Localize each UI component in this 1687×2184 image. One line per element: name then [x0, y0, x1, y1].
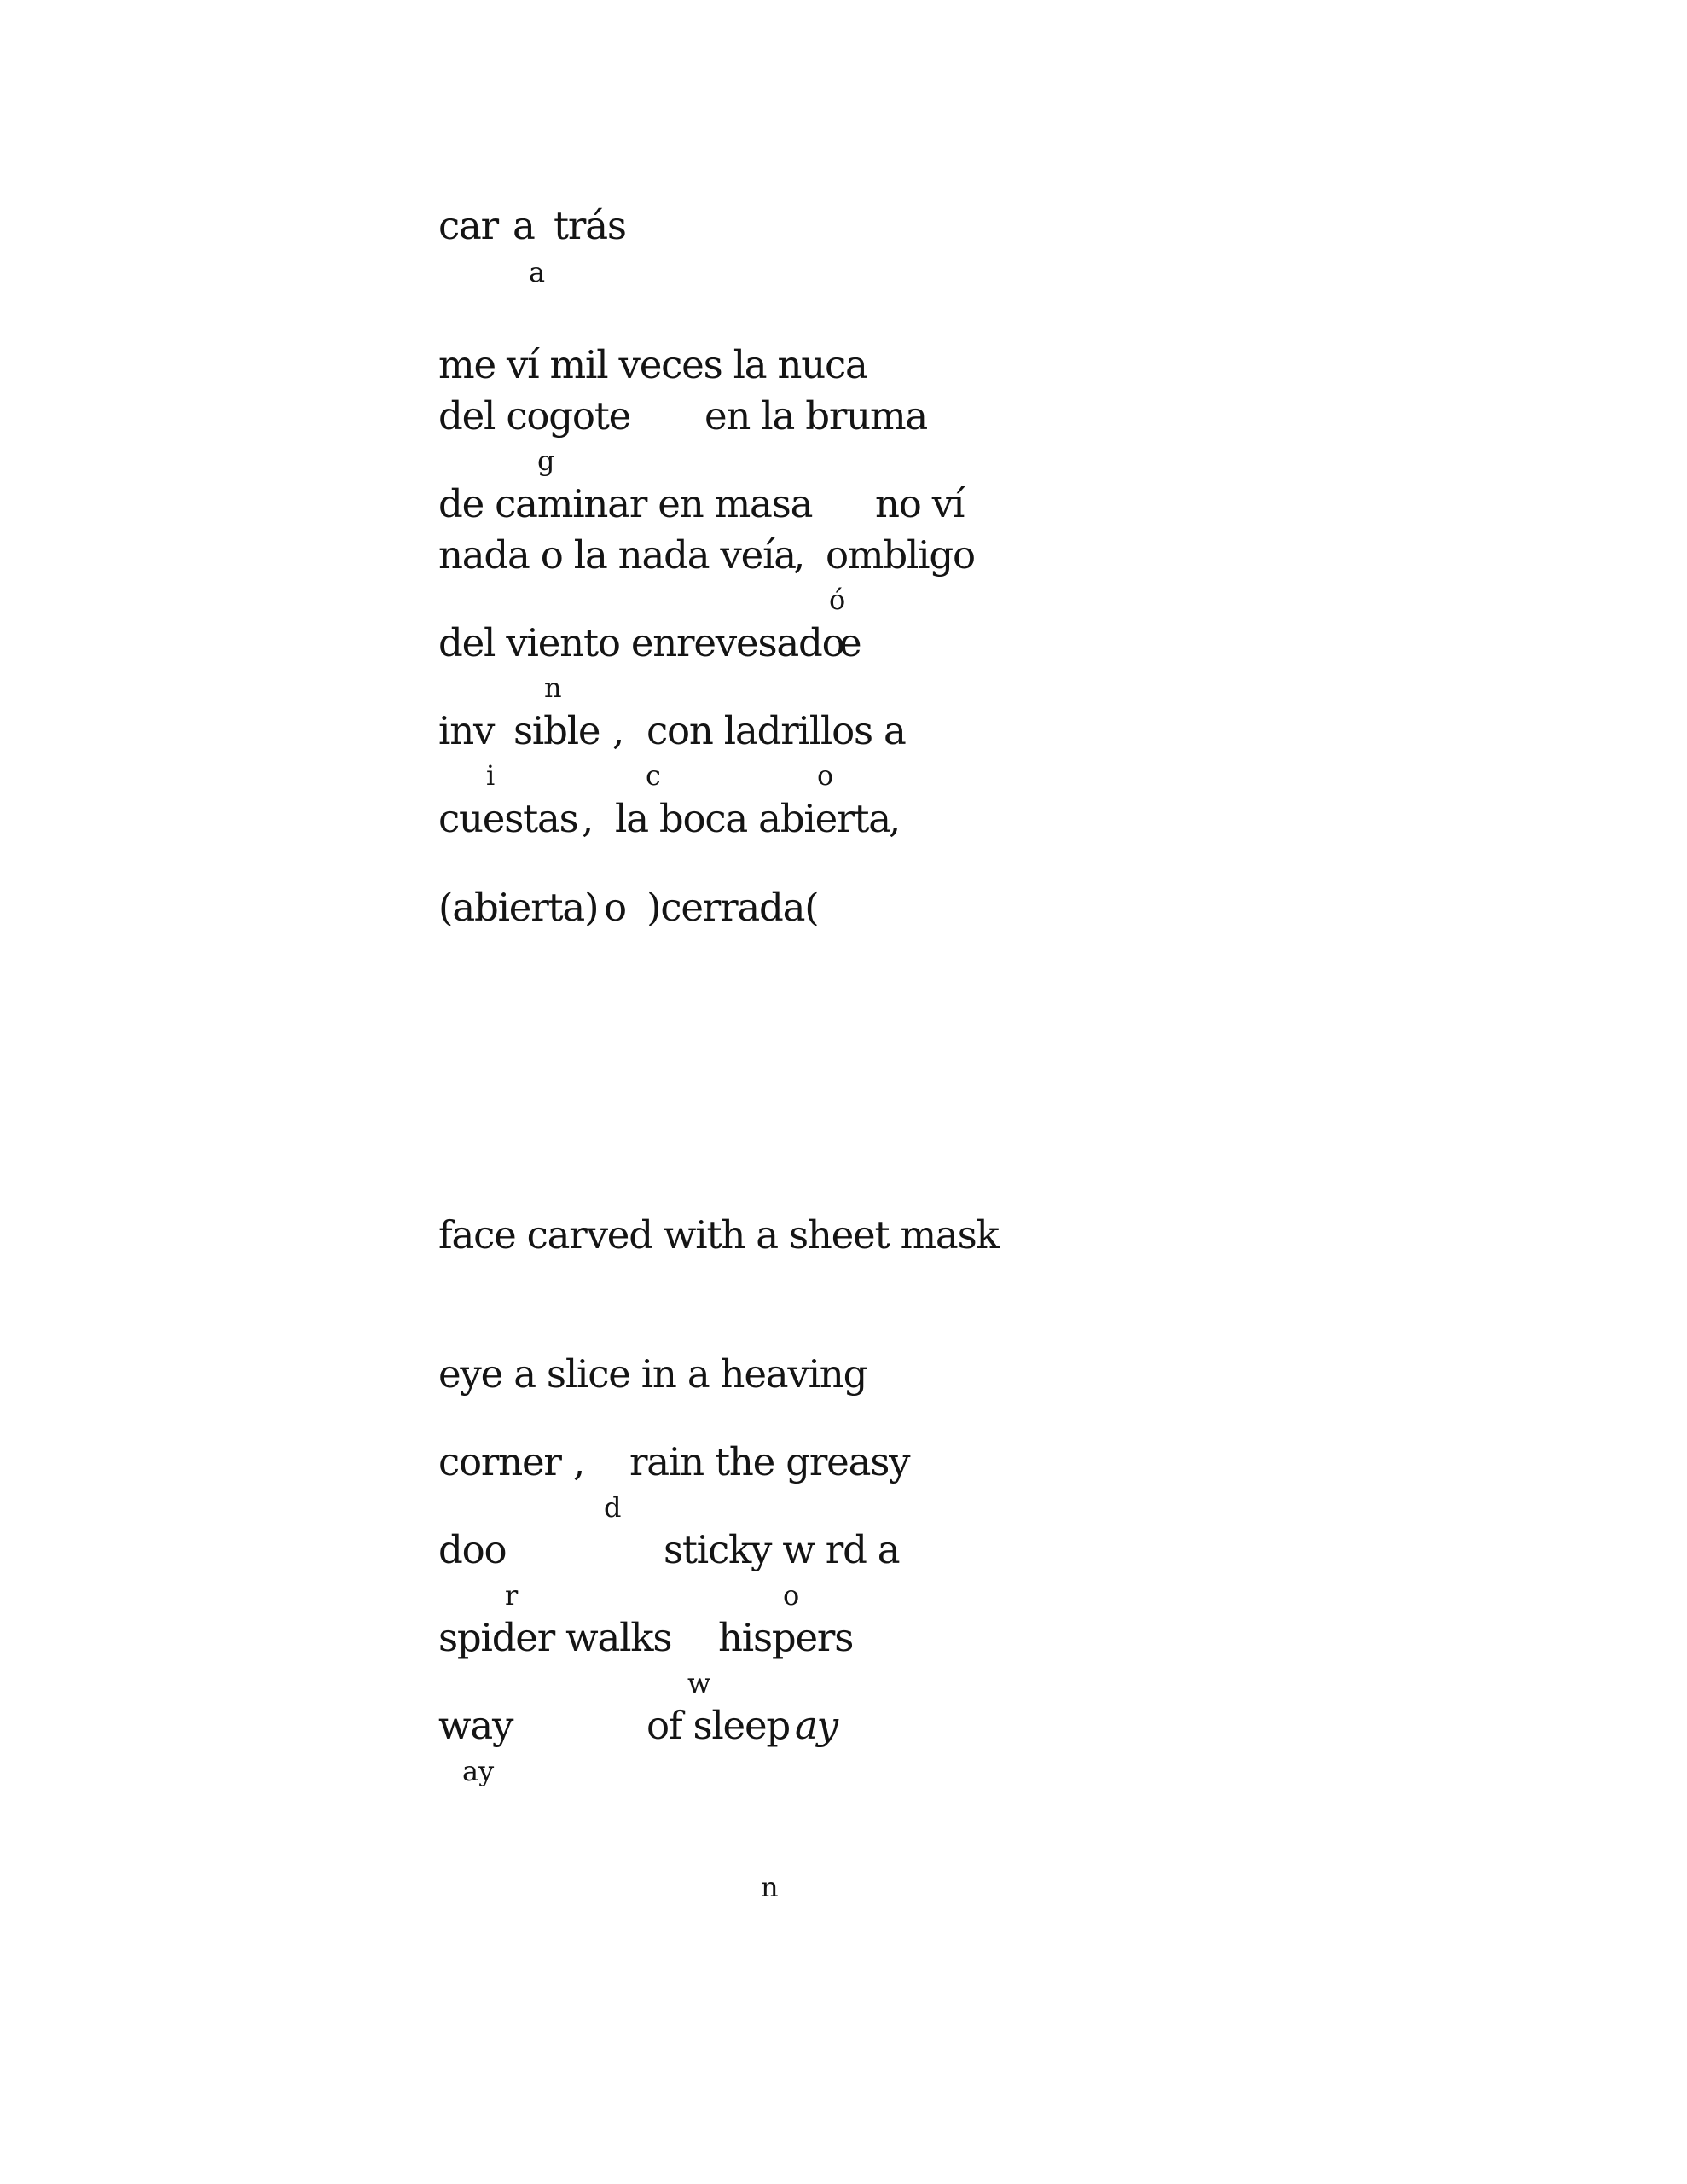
poem-line-segment: e — [839, 620, 861, 665]
poem-line-segment: o — [604, 885, 626, 930]
poem-line-segment: doo — [438, 1527, 507, 1572]
poem-line-segment: inv — [438, 708, 495, 753]
poem-line-segment: spider walks — [438, 1615, 672, 1660]
poem-line: eye a slice in a heaving — [438, 1351, 867, 1397]
poem-line-segment: en la bruma — [704, 393, 928, 439]
poem-line-segment: , — [889, 796, 901, 841]
poem-line-segment-italic: ay — [795, 1703, 838, 1748]
dropped-letter: n — [544, 671, 562, 704]
dropped-letter: d — [604, 1491, 622, 1524]
poem-line-segment: , — [573, 1439, 585, 1484]
poem-line-segment: ombligo — [826, 532, 975, 578]
dropped-letter: o — [783, 1579, 800, 1612]
poem-line: me ví mil veces la nuca — [438, 342, 867, 387]
poem-line-segment: la boca abierta — [615, 796, 890, 841]
poem-line-segment: hispers — [718, 1615, 854, 1660]
dropped-letter: i — [486, 759, 496, 792]
poem-line-segment: corner — [438, 1439, 561, 1484]
dropped-letter: g — [537, 444, 555, 477]
line-1-word: car — [438, 203, 498, 248]
dropped-letters: ay — [462, 1755, 495, 1787]
poem-line-segment: (abierta) — [438, 885, 599, 930]
line-1-word: trás — [554, 203, 626, 248]
dropped-letter: r — [505, 1579, 519, 1612]
dropped-letter: o — [817, 759, 834, 792]
line-1-word: a — [513, 203, 535, 248]
poem-line: face carved with a sheet mask — [438, 1212, 999, 1258]
dropped-letter: c — [646, 759, 661, 792]
poem-line-segment: sible — [513, 708, 600, 753]
poem-line-segment: de caminar en masa — [438, 481, 813, 526]
poem-line-segment: cuestas — [438, 796, 578, 841]
dropped-letter: a — [529, 256, 546, 288]
poem-line-segment: del cogote — [438, 393, 631, 439]
stray-letter: n — [761, 1871, 779, 1903]
poem-line-segment: of sleep — [646, 1703, 791, 1748]
dropped-letter: w — [687, 1667, 711, 1699]
poem-line-segment: nada o la nada veía — [438, 532, 796, 578]
poem-line-segment: sticky w rd a — [664, 1527, 900, 1572]
poem-line-segment: , — [612, 708, 624, 753]
poem-line-segment: del viento enrevesado — [438, 620, 844, 665]
poem-line-segment: con ladrillos a — [646, 708, 906, 753]
poem-line-segment: , — [793, 532, 805, 578]
poem-line-segment: , — [582, 796, 594, 841]
poem-line-segment: rain the greasy — [629, 1439, 910, 1484]
poem-line-segment: way — [438, 1703, 513, 1748]
poem-line-segment: )cerrada( — [646, 885, 819, 930]
poem-line-segment: no ví — [875, 481, 965, 526]
dropped-letter: ó — [829, 584, 846, 616]
